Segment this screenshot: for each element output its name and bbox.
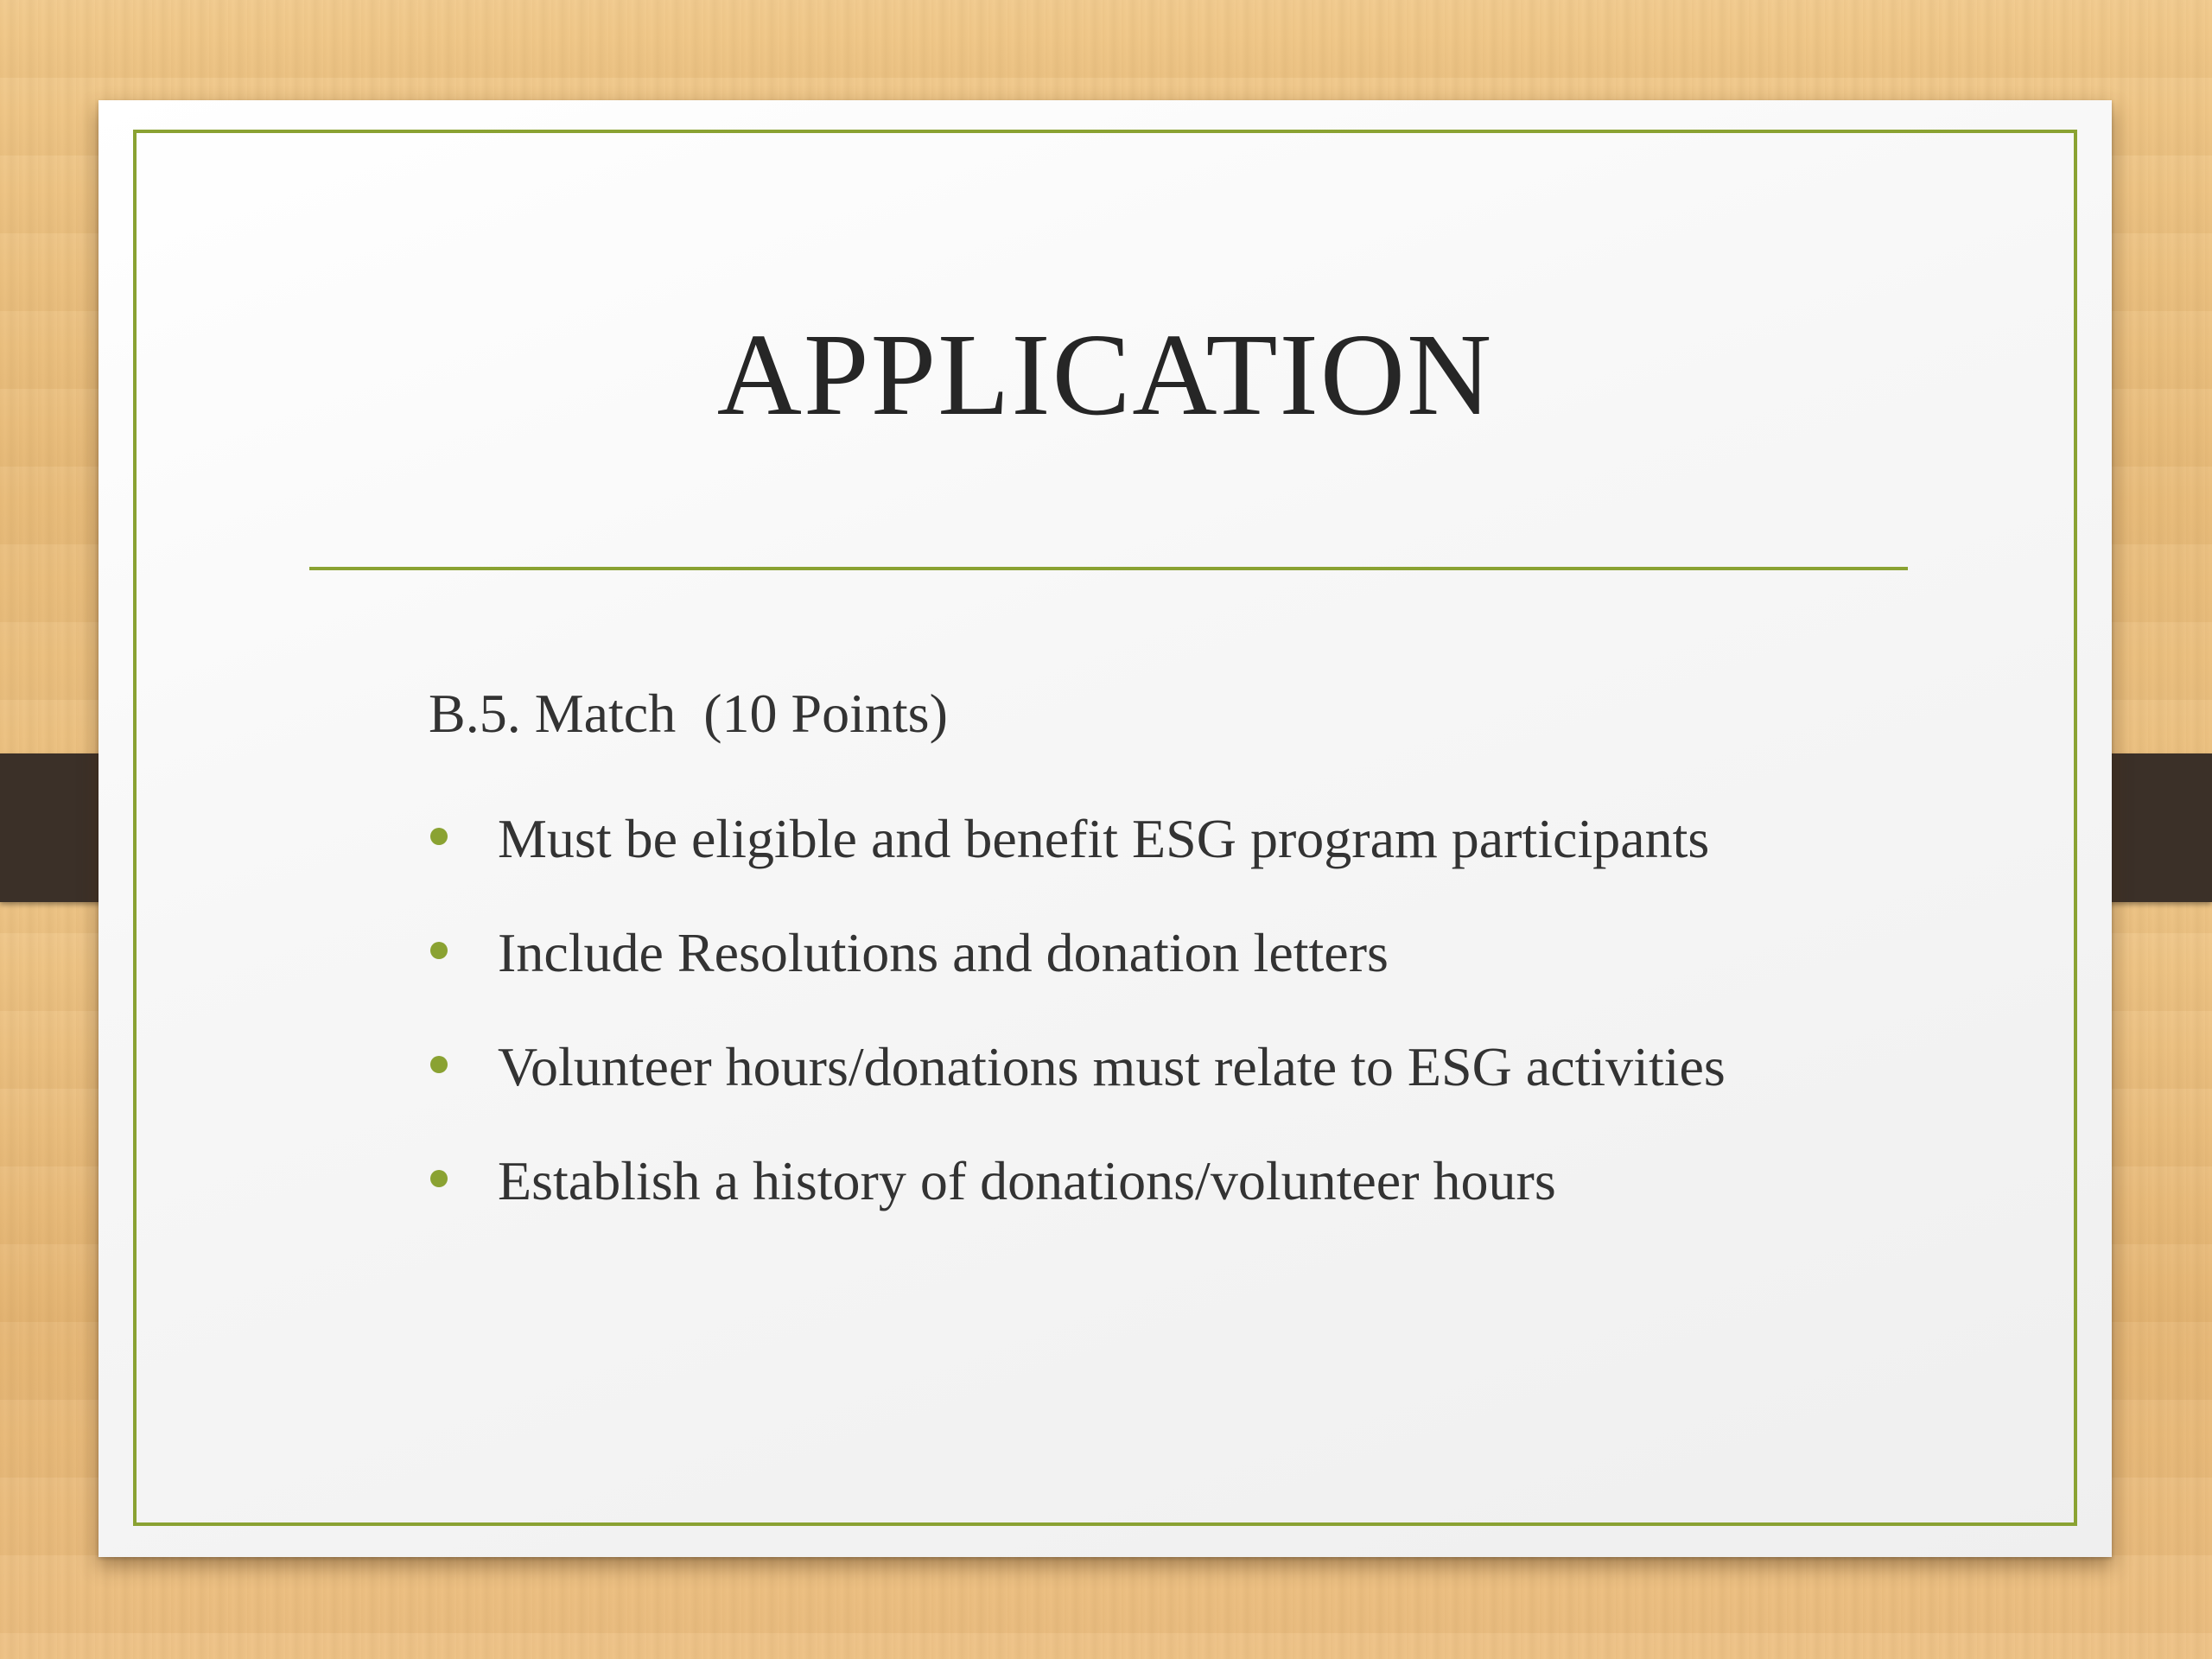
bullet-item [429, 798, 1880, 880]
bullet-text: Include Resolutions and donation letters [498, 922, 1389, 983]
bullet-item [429, 912, 1880, 994]
bullet-dot-icon [430, 828, 448, 845]
bullet-text: Must be eligible and benefit ESG program participants [498, 808, 1710, 869]
bullet-item [429, 1141, 1880, 1222]
bullet-item [429, 1027, 1880, 1108]
bullet-text: Volunteer hours/donations must relate to ESG activities [498, 1036, 1726, 1097]
bullet-dot-icon [430, 1170, 448, 1187]
bullet-text: Establish a history of donations/volunteer hours [498, 1150, 1556, 1211]
bullet-list [429, 798, 1880, 1255]
slide-card [99, 100, 2112, 1557]
slide-title: APPLICATION [716, 310, 1494, 440]
section-subheading: B.5. Match (10 Points) [429, 683, 948, 744]
title-divider [309, 567, 1908, 570]
bullet-dot-icon [430, 1056, 448, 1073]
bullet-dot-icon [430, 942, 448, 959]
